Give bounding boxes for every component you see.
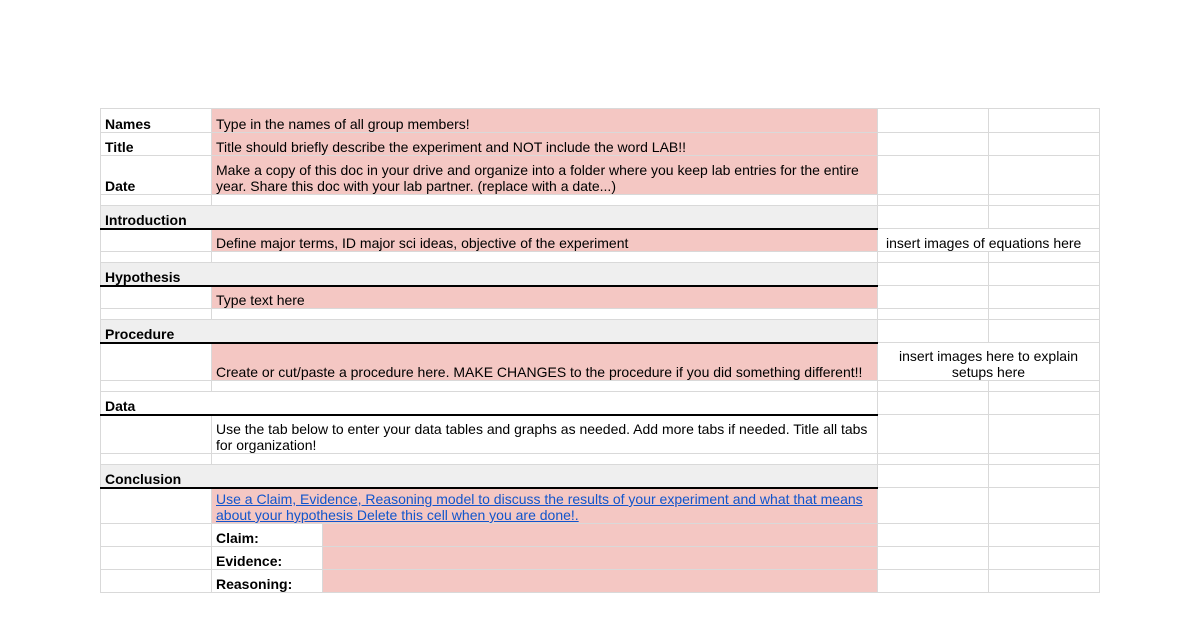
- conclusion-header-row: [101, 465, 1100, 488]
- claim-input-cell[interactable]: [323, 524, 878, 547]
- empty-cell[interactable]: [101, 524, 212, 547]
- empty-cell[interactable]: [989, 392, 1100, 415]
- empty-cell[interactable]: [989, 206, 1100, 229]
- empty-cell[interactable]: [878, 156, 989, 195]
- empty-cell[interactable]: [101, 343, 212, 381]
- claim-row: [101, 524, 1100, 547]
- empty-cell[interactable]: [101, 488, 212, 524]
- empty-cell[interactable]: [878, 133, 989, 156]
- evidence-input-cell[interactable]: [323, 547, 878, 570]
- names-row: [101, 109, 1100, 133]
- empty-cell[interactable]: [989, 415, 1100, 454]
- empty-cell[interactable]: [878, 570, 989, 593]
- title-row: [101, 133, 1100, 156]
- empty-cell[interactable]: [989, 524, 1100, 547]
- conclusion-instructions-cell[interactable]: [212, 488, 878, 524]
- empty-cell[interactable]: [101, 286, 212, 309]
- spacer-row: [101, 381, 1100, 392]
- evidence-row: [101, 547, 1100, 570]
- data-heading: Data: [101, 392, 878, 415]
- spacer-row: [101, 252, 1100, 263]
- empty-cell[interactable]: [878, 109, 989, 133]
- introduction-input-cell[interactable]: Define major terms, ID major sci ideas, objective of the experiment: [212, 229, 878, 252]
- empty-cell[interactable]: [989, 286, 1100, 309]
- reasoning-label: Reasoning:: [212, 570, 323, 593]
- hypothesis-header-row: [101, 263, 1100, 286]
- reasoning-input-cell[interactable]: [323, 570, 878, 593]
- data-input-cell[interactable]: Use the tab below to enter your data tables and graphs as needed. Add more tabs if needed. Title all tabs for organization!: [212, 415, 878, 454]
- spacer-row: [101, 454, 1100, 465]
- empty-cell[interactable]: [989, 109, 1100, 133]
- procedure-side-note: insert images here to explain setups here: [878, 343, 1100, 381]
- hypothesis-input-cell[interactable]: Type text here: [212, 286, 878, 309]
- title-label: Title: [101, 133, 212, 156]
- empty-cell[interactable]: [101, 547, 212, 570]
- date-input-cell[interactable]: Make a copy of this doc in your drive and organize into a folder where you keep lab entries for the entire year. Share this doc with your lab partner. (replace with a date...): [212, 156, 878, 195]
- procedure-input-cell[interactable]: Create or cut/paste a procedure here. MAKE CHANGES to the procedure if you did something different!!: [212, 343, 878, 381]
- empty-cell[interactable]: [878, 206, 989, 229]
- evidence-label: Evidence:: [212, 547, 323, 570]
- procedure-content-row: [101, 343, 1100, 381]
- empty-cell[interactable]: [989, 320, 1100, 343]
- procedure-heading: Procedure: [101, 320, 878, 343]
- empty-cell[interactable]: [989, 156, 1100, 195]
- empty-cell[interactable]: [878, 286, 989, 309]
- data-content-row: [101, 415, 1100, 454]
- title-input-cell[interactable]: Title should briefly describe the experiment and NOT include the word LAB!!: [212, 133, 878, 156]
- empty-cell[interactable]: [989, 570, 1100, 593]
- empty-cell[interactable]: [878, 465, 989, 488]
- claim-label: Claim:: [212, 524, 323, 547]
- empty-cell[interactable]: [878, 488, 989, 524]
- names-label: Names: [101, 109, 212, 133]
- date-row: [101, 156, 1100, 195]
- empty-cell[interactable]: [878, 320, 989, 343]
- introduction-content-row: [101, 229, 1100, 252]
- names-input-cell[interactable]: Type in the names of all group members!: [212, 109, 878, 133]
- empty-cell[interactable]: [878, 547, 989, 570]
- introduction-side-note: insert images of equations here: [878, 229, 1100, 252]
- conclusion-heading: Conclusion: [101, 465, 878, 488]
- empty-cell[interactable]: [878, 392, 989, 415]
- hypothesis-heading: Hypothesis: [101, 263, 878, 286]
- empty-cell[interactable]: [101, 415, 212, 454]
- empty-cell[interactable]: [989, 263, 1100, 286]
- lab-report-sheet: [100, 108, 1100, 593]
- empty-cell[interactable]: [878, 263, 989, 286]
- empty-cell[interactable]: [989, 465, 1100, 488]
- empty-cell[interactable]: [878, 415, 989, 454]
- procedure-header-row: [101, 320, 1100, 343]
- cer-model-link[interactable]: Use a Claim, Evidence, Reasoning model to discuss the results of your experiment and what that means about your hypothesis Delete this cell when you are done!.: [216, 491, 863, 523]
- empty-cell[interactable]: [989, 488, 1100, 524]
- empty-cell[interactable]: [878, 524, 989, 547]
- hypothesis-content-row: [101, 286, 1100, 309]
- spacer-row: [101, 309, 1100, 320]
- spacer-row: [101, 195, 1100, 206]
- introduction-heading: Introduction: [101, 206, 878, 229]
- date-label: Date: [101, 156, 212, 195]
- empty-cell[interactable]: [989, 547, 1100, 570]
- introduction-header-row: [101, 206, 1100, 229]
- empty-cell[interactable]: [101, 229, 212, 252]
- data-header-row: [101, 392, 1100, 415]
- conclusion-instructions-row: [101, 488, 1100, 524]
- empty-cell[interactable]: [101, 570, 212, 593]
- reasoning-row: [101, 570, 1100, 593]
- empty-cell[interactable]: [989, 133, 1100, 156]
